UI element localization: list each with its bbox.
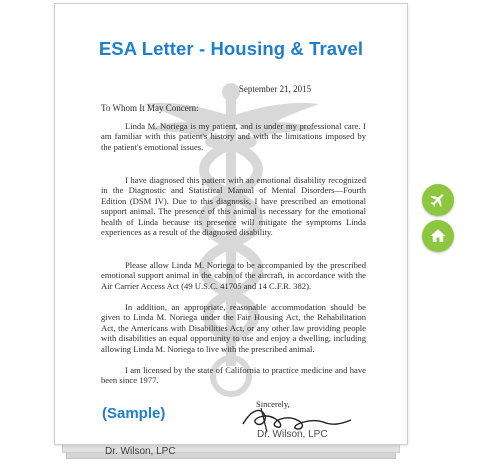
esa-letter-page [54, 3, 408, 445]
letter-heading: ESA Letter - Housing & Travel [98, 38, 364, 59]
travel-button[interactable] [422, 184, 454, 216]
home-icon [429, 227, 447, 245]
letter-paragraph: I have diagnosed this patient with an emotional disability recognized in the Diagnostic and Statistical Manual of Mental Disorders—Fourth Edition (DSM IV). Due to this diagnosis, I have prescribed an emotional support animal. The presence of this animal is necessary for the emotional health of Linda because its presence will mitigate the symptoms Linda experiences as a result of the diagnosed disability. [101, 175, 366, 238]
signer-name: Dr. Wilson, LPC [257, 429, 328, 440]
airplane-icon [429, 191, 447, 209]
stamp-name: Dr. Wilson, LPC [105, 446, 176, 457]
letter-paragraph: In addition, an appropriate, reasonable accommodation should be given to Linda M. Noriega under the Fair Housing Act, the Rehabilitation Act, the Americans with Disabilities Act, or any other law providing people with disabilities an equal opportunity to use and enjoy a dwelling, including allowing Linda M. Noriega to live with the prescribed animal. [101, 302, 366, 354]
sample-label: (Sample) [102, 405, 166, 422]
letter-salutation: To Whom It May Concern: [101, 103, 199, 113]
letter-paragraph: Please allow Linda M. Noriega to be accompanied by the prescribed emotional support animal in the cabin of the aircraft, in accordance with the Air Carrier Access Act (49 U.S.C. 41705 and 14 C.F.R. 382). [101, 260, 366, 291]
housing-button[interactable] [422, 220, 454, 252]
letter-closing: Sincerely, [256, 399, 290, 409]
letter-paragraph: I am licensed by the state of California to practice medicine and have been since 1977. [101, 365, 366, 386]
letter-date: September 21, 2015 [238, 84, 312, 94]
letter-paragraph: Linda M. Noriega is my patient, and is under my professional care. I am familiar with this patient's history and with the limitations imposed by the patient's emotional issues. [101, 121, 366, 152]
